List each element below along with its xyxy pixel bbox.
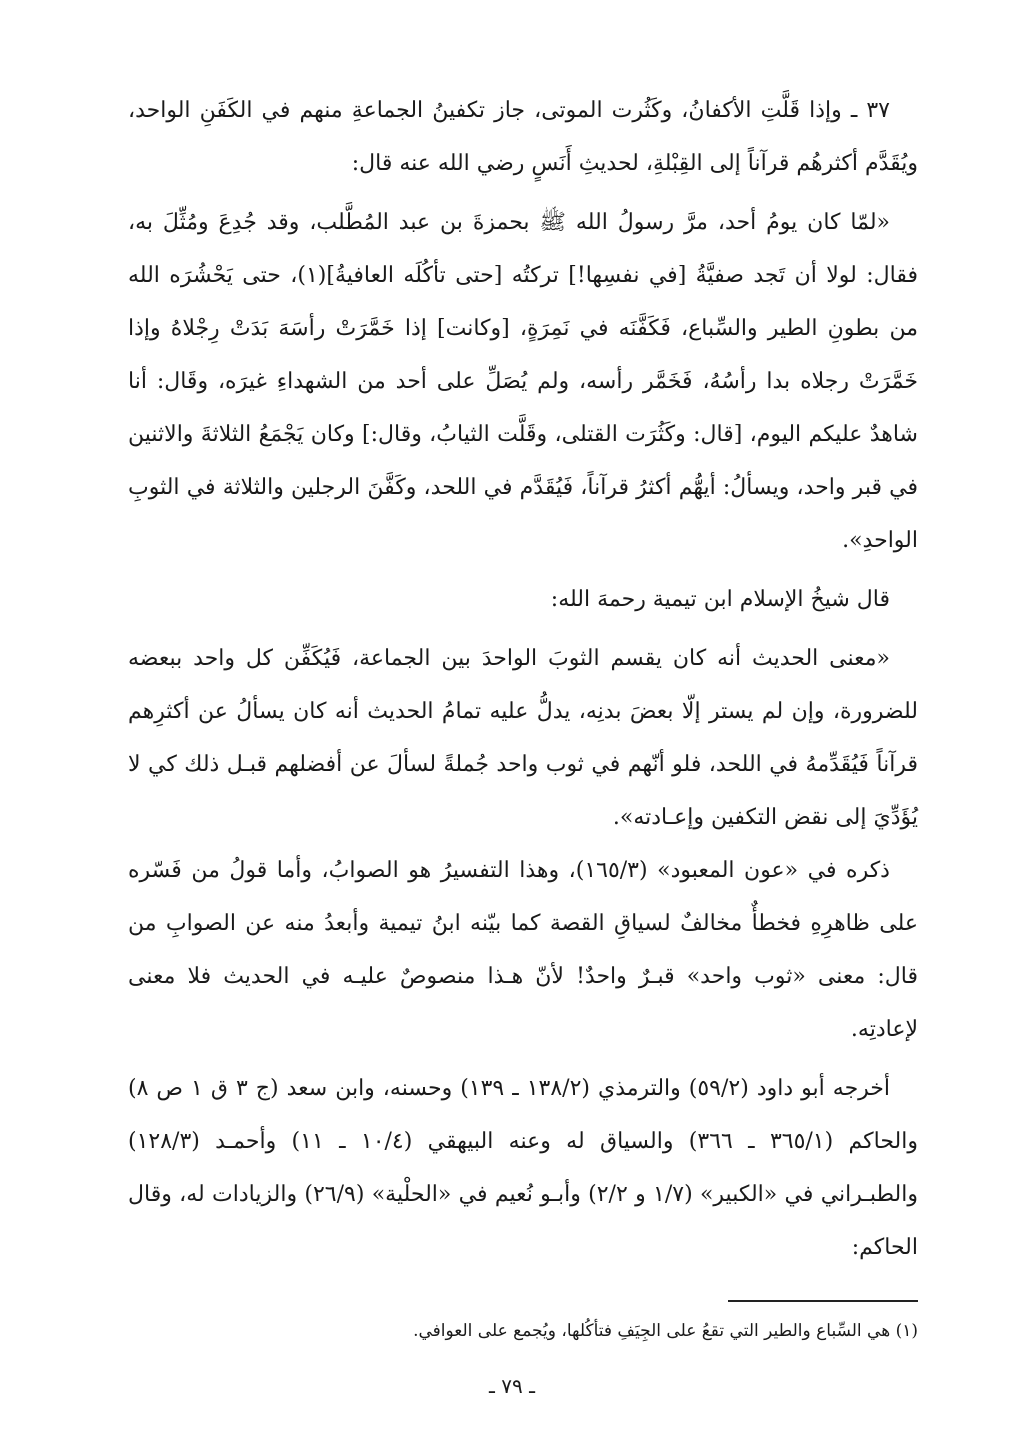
- commentary-paragraph: ذكره في «عون المعبود» (١٦٥/٣)، وهذا التفسيرُ هو الصوابُ، وأما قولُ من فَسّره على ظاهرِهِ فخطأٌ مخالفٌ لسياقِ القصة كما بيّنه ابنُ تيمية وأبعدُ منه عن الصوابِ من قال: معنى «ثوب واحد» قبـرٌ واحدٌ! لأنّ هـذا منصوصٌ عليـه في الحديث فلا معنى لإعادتِه.: [128, 858, 918, 1042]
- footnote-divider: [728, 1300, 918, 1302]
- page-number: ـ ٧٩ ـ: [489, 1374, 535, 1398]
- ibn-taymiyya-intro: قال شيخُ الإسلام ابن تيمية رحمهَ الله:: [550, 587, 890, 612]
- footnote: (١) هي السِّباع والطير التي تقعُ على الجِيَفِ فتأكُلها، ويُجمع على العوافي.: [413, 1321, 918, 1341]
- takhrij-paragraph: أخرجه أبو داود (٥٩/٢) والترمذي (١٣٨/٢ ـ ١٣٩) وحسنه، وابن سعد (ج ٣ ق ١ ص ٨) والحاكم (٣٦٥/١ ـ ٣٦٦) والسياق له وعنه البيهقي (١٠/٤ ـ ١١) وأحمـد (١٢٨/٣) والطبـراني في «الكبير» (١/٧ و ٢/٢) وأبـو نُعيم في «الحلْية» (٢٦/٩) والزيادات له، وقال الحاكم:: [128, 1076, 918, 1260]
- ibn-taymiyya-quote: «معنى الحديث أنه كان يقسم الثوبَ الواحدَ بين الجماعة، فَيُكَفِّن كل واحد ببعضه للضرورة، وإن لم يستر إلّا بعضَ بدنِه، يدلُّ عليه تمامُ الحديث أنه كان يسألُ عن أكثرِهم قرآناً فَيُقَدِّمهُ في اللحد، فلو أنّهم في ثوب واحد جُملةً لسألَ عن أفضلهم قبـل ذلك كي لا يُؤَدِّيَ إلى نقض التكفين وإعـادته».: [128, 646, 918, 830]
- hadith-paragraph: «لمّا كان يومُ أحد، مرَّ رسولُ الله ﷺ بحمزةَ بن عبد المُطَّلب، وقد جُدِعَ ومُثِّلَ به، فقال: لولا أن تَجد صفيَّةُ [في نفسِها!] تركتُه [حتى تأكُلَه العافيةُ](١)، حتى يَحْشُرَه الله من بطونِ الطير والسِّباع، فَكَفَّنَه في نَمِرَةٍ، [وكانت] إذا خَمَّرَتْ رأسَهَ بَدَتْ رِجْلاهُ وإذا خَمَّرَتْ رجلاه بدا رأسُهُ، فَخَمَّر رأسه، ولم يُصَلِّ على أحد من الشهداءِ غيرَه، وقَال: أنا شاهدٌ عليكم اليوم، [قال: وكَثُرَت القتلى، وقَلَّت الثيابُ، وقال:] وكان يَجْمَعُ الثلاثةَ والاثنين في قبر واحد، ويسألُ: أيهُّم أكثرُ قرآناً، فَيُقَدَّم في اللحد، وكَفَّنَ الرجلين والثلاثة في الثوبِ الواحدِ».: [128, 210, 918, 553]
- page-body: [128, 84, 918, 1274]
- paragraph-37: ٣٧ ـ وإذا قَلَّتِ الأكفانُ، وكَثُرت الموتى، جاز تكفينُ الجماعةِ منهم في الكَفَنِ الواحد، ويُقَدَّم أكثرهُم قرآناً إلى القِبْلةِ، لحديثِ أَنَسٍ رضي الله عنه قال:: [128, 98, 918, 176]
